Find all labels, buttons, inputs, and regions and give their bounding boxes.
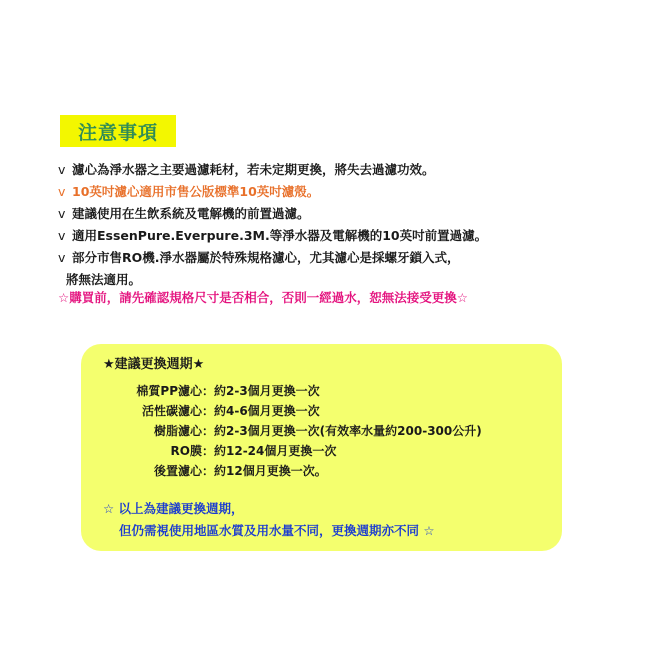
purchase-warning: ☆購買前，請先確認規格尺寸是否相合，否則一經過水，恕無法接受更換☆ (58, 290, 468, 305)
schedule-title: ★建議更換週期★ (103, 357, 205, 372)
replacement-interval: 約2-3個月更換一次 (214, 384, 320, 398)
note-item (58, 247, 633, 269)
filter-label: 樹脂濾心： (153, 424, 214, 438)
note-item (58, 203, 633, 225)
note-bullet: v (58, 206, 66, 221)
filter-label: 棉質PP濾心： (136, 384, 214, 398)
footer-line: 但仍需視使用地區水質及用水量不同，更換週期亦不同 ☆ (119, 523, 435, 538)
note-text: 部分市售RO機.淨水器屬於特殊規格濾心，尤其濾心是採螺牙鎖入式， (72, 250, 460, 265)
note-text: 將無法適用。 (66, 272, 142, 287)
replacement-interval: 約12-24個月更換一次 (214, 444, 337, 458)
notes-list (58, 159, 633, 291)
note-text: 適用EssenPure.Everpure.3M.等淨水器及電解機的10英吋前置過濾。 (72, 228, 488, 243)
footer-line: ☆ 以上為建議更換週期， (103, 501, 244, 516)
page-title: 注意事項 (77, 121, 158, 144)
note-text: 濾心為淨水器之主要過濾耗材，若未定期更換，將失去過濾功效。 (72, 162, 435, 177)
replacement-schedule-panel (81, 344, 562, 551)
replacement-interval: 約12個月更換一次。 (214, 464, 327, 478)
note-bullet: v (58, 162, 66, 177)
filter-label: 後置濾心： (153, 464, 214, 478)
note-text: 10英吋濾心適用市售公版標準10英吋濾殼。 (72, 184, 320, 199)
note-item-highlight (58, 181, 633, 203)
note-text: 建議使用在生飲系統及電解機的前置過濾。 (72, 206, 310, 221)
note-bullet: v (58, 184, 66, 199)
replacement-interval: 約4-6個月更換一次 (214, 404, 320, 418)
heading-banner (60, 115, 176, 147)
schedule-footer (103, 498, 435, 542)
note-item (58, 225, 633, 247)
note-bullet: v (58, 250, 66, 265)
filter-label: 活性碳濾心： (141, 404, 214, 418)
filter-label: RO膜： (170, 444, 214, 458)
replacement-interval: 約2-3個月更換一次(有效率水量約200-300公升) (214, 424, 482, 438)
note-item (58, 159, 633, 181)
note-bullet: v (58, 228, 66, 243)
